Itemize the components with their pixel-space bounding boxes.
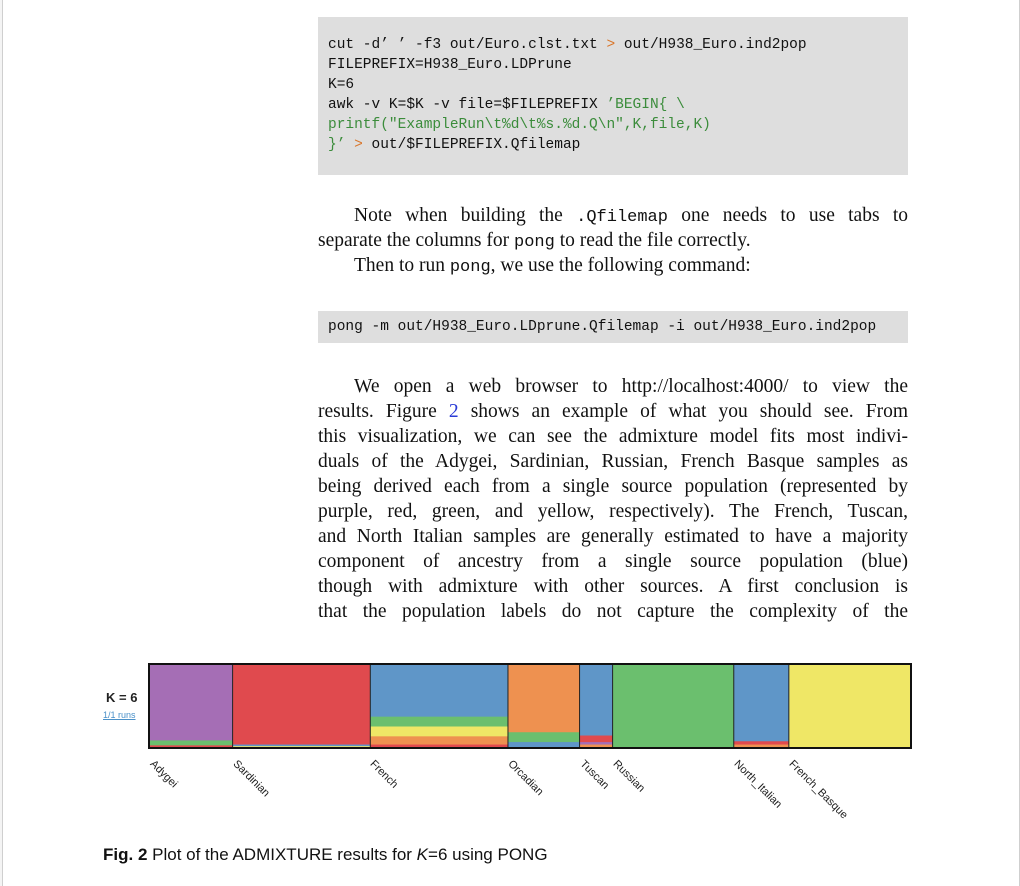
text-line: We open a web browser to http://localhost:4000/ to view the	[354, 376, 908, 397]
admixture-plot	[148, 663, 912, 749]
ancestry-segment-green	[508, 732, 580, 742]
text-line: purple, red, green, and yellow, respectively). The French, Tuscan,	[318, 501, 908, 522]
text-line: Note when building the .Qfilemap one needs to use tabs to	[354, 205, 909, 227]
population-block-french[interactable]	[370, 665, 508, 748]
text-line: this visualization, we can see the admixture model fits most indivi-	[318, 426, 908, 447]
code-line: printf("ExampleRun\t%d\t%s.%d.Q\n",K,file,K)	[328, 117, 711, 133]
population-block-north_italian[interactable]	[734, 665, 790, 748]
population-label-tuscan: Tuscan	[577, 758, 611, 792]
population-label-sardinian: Sardinian	[230, 758, 272, 800]
figure-caption: Fig. 2 Plot of the ADMIXTURE results for K=6 using PONG	[103, 845, 548, 864]
population-block-tuscan[interactable]	[580, 665, 614, 748]
ancestry-segment-blue	[580, 665, 614, 736]
text-line: though with admixture with other sources. A first conclusion is	[318, 576, 908, 597]
text-line: duals of the Adygei, Sardinian, Russian, French Basque samples as	[318, 451, 908, 472]
population-label-orcadian: Orcadian	[505, 758, 546, 799]
ancestry-segment-red	[734, 741, 790, 745]
ancestry-segment-yellow	[370, 727, 508, 737]
paragraph-results	[318, 374, 908, 624]
population-label-north_italian: North_Italian	[731, 758, 784, 811]
ancestry-segment-red	[580, 736, 614, 743]
code-line: cut -d’ ’ -f3 out/Euro.clst.txt > out/H938_Euro.ind2pop	[328, 37, 807, 53]
paragraph-qfilemap-note	[318, 203, 908, 278]
ancestry-segment-blue	[508, 742, 580, 747]
ancestry-segment-green	[613, 665, 735, 748]
population-label-french: French	[367, 758, 401, 791]
text-line: and North Italian samples are generally estimated to have a majority	[318, 526, 908, 547]
population-block-sardinian[interactable]	[233, 665, 371, 748]
population-block-french_basque[interactable]	[789, 665, 911, 748]
text-line: component of ancestry from a single source population (blue)	[318, 551, 908, 572]
ancestry-segment-blue	[370, 665, 508, 717]
code-line: pong -m out/H938_Euro.LDprune.Qfilemap -i out/H938_Euro.ind2pop	[328, 319, 877, 335]
code-line: K=6	[328, 77, 355, 93]
ancestry-segment-purple	[150, 665, 233, 741]
text-line: separate the columns for pong to read the file correctly.	[318, 230, 751, 252]
code-block-filemap	[318, 17, 908, 175]
code-line: FILEPREFIX=H938_Euro.LDPrune	[328, 57, 572, 73]
population-label-french_basque: French_Basque	[786, 758, 850, 822]
text-line: results. Figure 2 shows an example of what you should see. From	[318, 401, 909, 422]
code-line: }’ > out/$FILEPREFIX.Qfilemap	[328, 137, 581, 153]
code-line: awk -v K=$K -v file=$FILEPREFIX ’BEGIN{ \	[328, 97, 685, 113]
text-line: that the population labels do not capture the complexity of the	[318, 601, 908, 622]
ancestry-segment-red	[233, 665, 371, 745]
population-block-adygei[interactable]	[150, 665, 233, 748]
code-block-pong-command	[318, 311, 908, 343]
text-line: Then to run pong, we use the following command:	[354, 255, 751, 277]
ancestry-segment-yellow	[789, 665, 911, 748]
population-block-orcadian[interactable]	[508, 665, 580, 748]
population-label-russian: Russian	[610, 758, 647, 795]
text-line: being derived each from a single source population (represented by	[318, 476, 908, 497]
ancestry-segment-blue	[734, 665, 790, 742]
figure-ref-link[interactable]: 2	[448, 401, 459, 422]
ancestry-segment-orange	[370, 736, 508, 745]
runs-link[interactable]: 1/1 runs	[103, 710, 136, 720]
population-label-adygei: Adygei	[147, 758, 180, 791]
population-block-russian[interactable]	[613, 665, 735, 748]
ancestry-segment-orange	[508, 665, 580, 733]
ancestry-segment-green	[370, 717, 508, 727]
k-value-label: K = 6	[106, 690, 138, 705]
ancestry-segment-green	[150, 740, 233, 745]
